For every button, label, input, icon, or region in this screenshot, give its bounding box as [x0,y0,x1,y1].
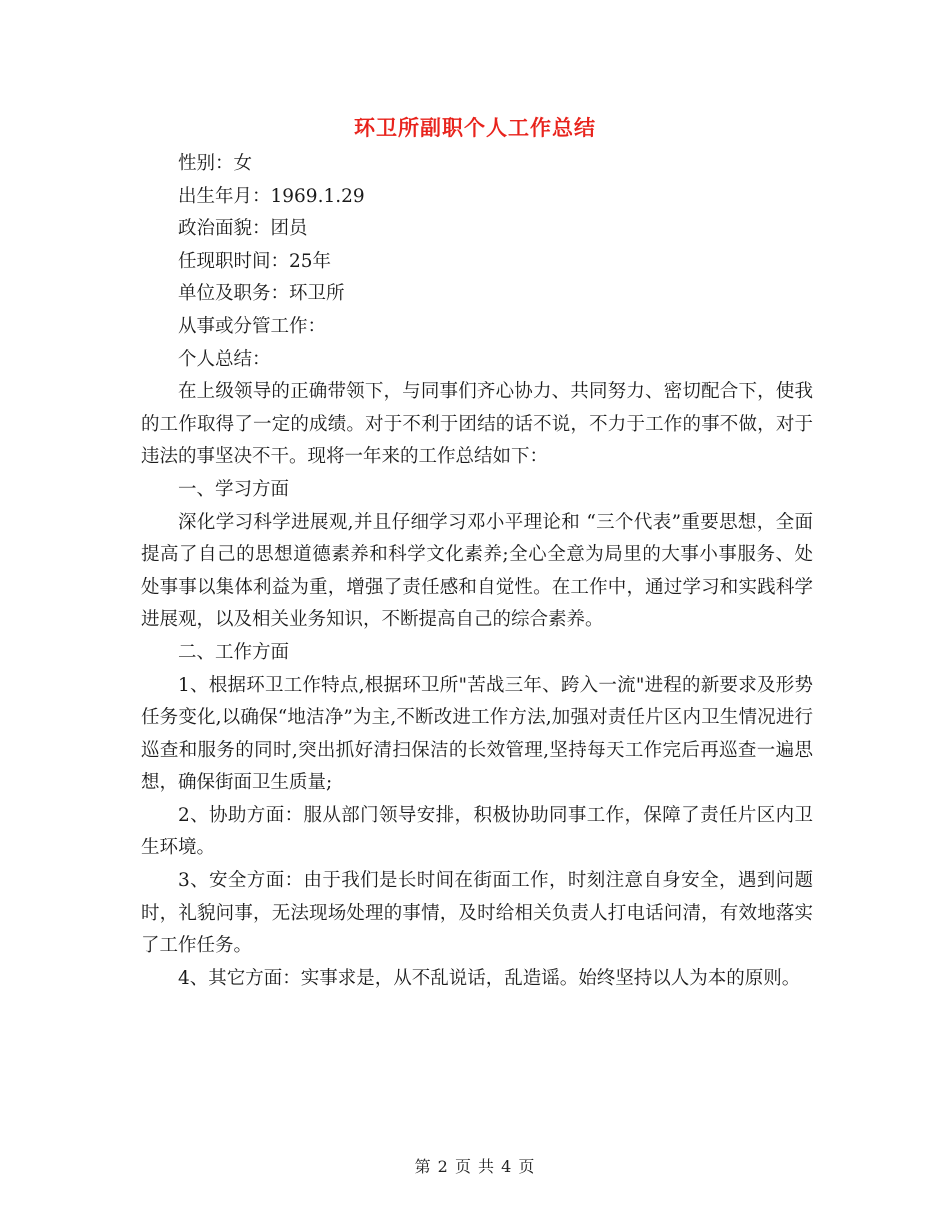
info-summary-label: 个人总结： [178,348,271,370]
info-tenure: 任现职时间：25年 [178,250,332,272]
heading-work: 二、工作方面 [178,641,290,663]
paragraph-work-3: 3、安全方面：由于我们是长时间在街面工作，时刻注意自身安全，遇到问题时，礼貌问事，无法现场处理的事情，及时给相关负责人打电话问清，有效地落实了工作任务。 [141,870,813,957]
page-number-footer: 第 2 页 共 4 页 [414,1157,536,1176]
paragraph-work-2: 2、协助方面：服从部门领导安排，积极协助同事工作，保障了责任片区内卫生环境。 [141,804,813,859]
paragraph-work-1: 1、根据环卫工作特点,根据环卫所"苦战三年、跨入一流"进程的新要求及形势任务变化,以确保“地洁净”为主,不断改进工作方法,加强对责任片区内卫生情况进行巡查和服务的同时,突出抓好清扫保洁的长效管理,坚持每天工作完后再巡查一遍思想，确保街面卫生质量; [141,674,813,794]
document-body [141,148,813,995]
paragraph-intro: 在上级领导的正确带领下，与同事们齐心协力、共同努力、密切配合下，使我的工作取得了一定的成绩。对于不利于团结的话不说，不力于工作的事不做，对于违法的事坚决不干。现将一年来的工作总结如下： [141,381,813,468]
info-political-status: 政治面貌：团员 [178,218,308,240]
paragraph-work-4: 4、其它方面：实事求是，从不乱说话，乱造谣。始终坚持以人为本的原则。 [178,967,801,989]
paragraph-study: 深化学习科学进展观,并且仔细学习邓小平理论和 “三个代表”重要思想，全面提高了自己的思想道德素养和科学文化素养;全心全意为局里的大事小事服务、处处事事以集体利益为重，增强了责任感和自觉性。在工作中，通过学习和实践科学进展观，以及相关业务知识，不断提高自己的综合素养。 [141,511,813,631]
heading-study: 一、学习方面 [178,478,290,500]
document-title: 环卫所副职个人工作总结 [354,115,596,140]
info-responsibility: 从事或分管工作： [178,315,327,337]
info-gender: 性别：女 [178,153,253,174]
info-unit-position: 单位及职务：环卫所 [178,283,345,305]
info-birth-date: 出生年月：1969.1.29 [178,185,365,207]
